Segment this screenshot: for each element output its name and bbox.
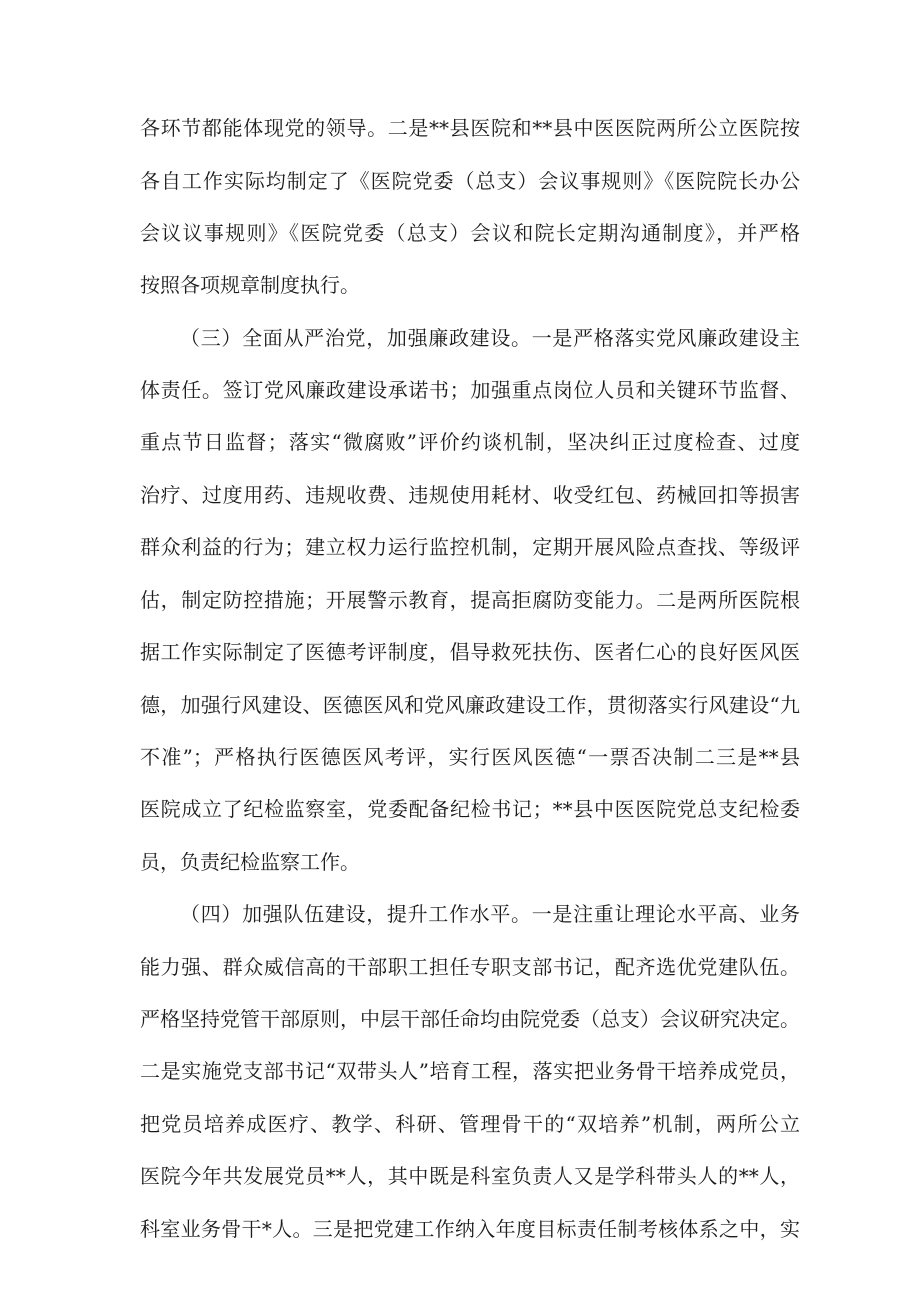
- paragraph-4-line-7: 科室业务骨干*人。三是把党建工作纳入年度目标责任制考核体系之中，实: [140, 1217, 800, 1241]
- paragraph-3-line-11: 员，负责纪检监察工作。: [140, 850, 360, 874]
- paragraph-2-line-4: 按照各项规章制度执行。: [140, 273, 360, 297]
- paragraph-3-line-8: 德，加强行风建设、医德医风和党风廉政建设工作，贯彻落实行风建设“九: [140, 693, 800, 717]
- paragraph-4-line-4: 二是实施党支部书记“双带头人”培育工程，落实把业务骨干培养成党员，: [140, 1059, 800, 1083]
- paragraph-2-line-3: 会议议事规则》《医院党委（总支）会议和院长定期沟通制度》，并严格: [140, 221, 800, 245]
- paragraph-3-line-10: 医院成立了纪检监察室，党委配备纪检书记；**县中医医院党总支纪检委: [140, 797, 800, 821]
- paragraph-3-line-6: 估，制定防控措施；开展警示教育，提高拒腐防变能力。二是两所医院根: [140, 588, 800, 612]
- paragraph-2-line-1: 各环节都能体现党的领导。二是**县医院和**县中医医院两所公立医院按: [140, 116, 800, 140]
- paragraph-4-line-5: 把党员培养成医疗、教学、科研、管理骨干的“双培养”机制，两所公立: [140, 1112, 800, 1136]
- paragraph-3-line-4: 治疗、过度用药、违规收费、违规使用耗材、收受红包、药械回扣等损害: [140, 483, 800, 507]
- paragraph-3-line-9: 不准”；严格执行医德医风考评，实行医风医德“一票否决制二三是**县: [140, 745, 800, 769]
- paragraph-4-heading-line: （四）加强队伍建设，提升工作水平。一是注重让理论水平高、业务: [180, 902, 800, 926]
- paragraph-3-line-5: 群众利益的行为；建立权力运行监控机制，定期开展风险点查找、等级评: [140, 535, 800, 559]
- paragraph-4-line-2: 能力强、群众威信高的干部职工担任专职支部书记，配齐选优党建队伍。: [140, 955, 800, 979]
- paragraph-3-heading-line: （三）全面从严治党，加强廉政建设。一是严格落实党风廉政建设主: [180, 326, 800, 350]
- paragraph-3-line-3: 重点节日监督；落实“微腐败”评价约谈机制，坚决纠正过度检查、过度: [140, 430, 800, 454]
- paragraph-4-line-6: 医院今年共发展党员**人，其中既是科室负责人又是学科带头人的**人，: [140, 1164, 800, 1188]
- paragraph-4-line-3: 严格坚持党管干部原则，中层干部任命均由院党委（总支）会议研究决定。: [140, 1007, 800, 1031]
- paragraph-3-line-2: 体责任。签订党风廉政建设承诺书；加强重点岗位人员和关键环节监督、: [140, 378, 800, 402]
- paragraph-2-line-2: 各自工作实际均制定了《医院党委（总支）会议事规则》《医院院长办公: [140, 169, 800, 193]
- paragraph-3-line-7: 据工作实际制定了医德考评制度，倡导救死扶伤、医者仁心的良好医风医: [140, 640, 800, 664]
